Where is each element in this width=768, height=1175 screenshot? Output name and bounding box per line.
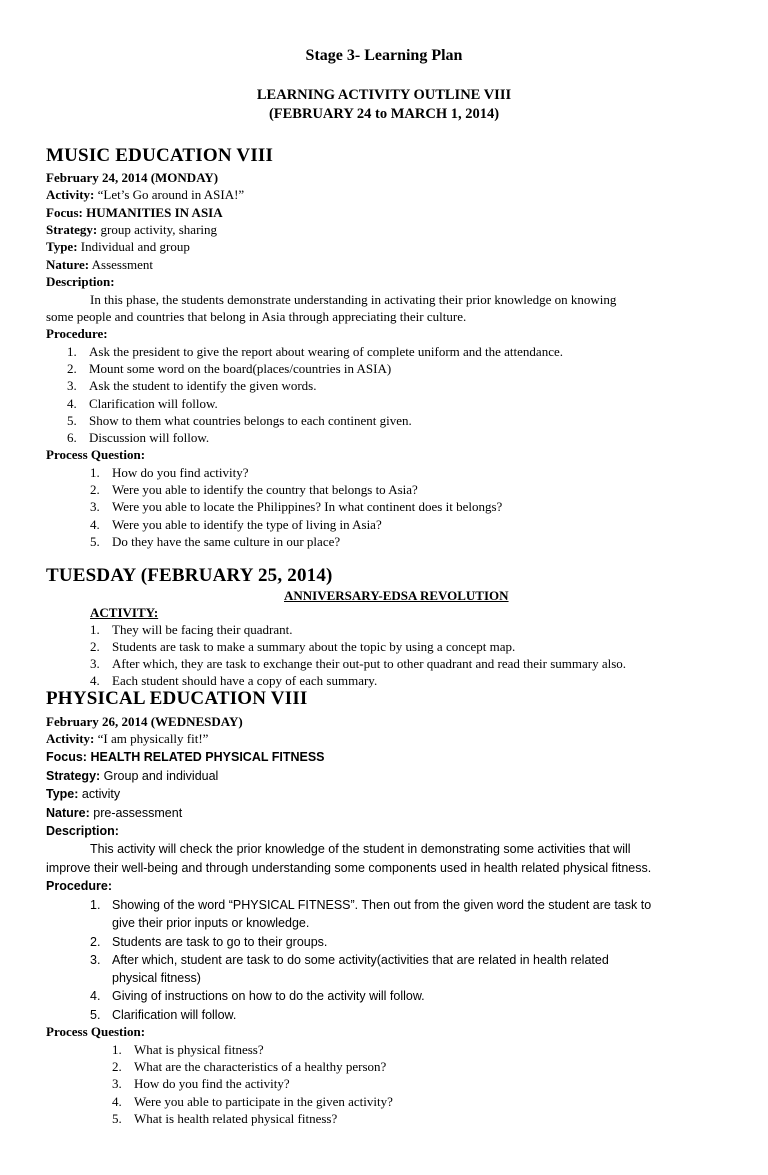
list-item: 2. Were you able to identify the country that belongs to Asia?: [90, 482, 418, 497]
music-type: [46, 239, 190, 255]
list-item: 6. Discussion will follow.: [67, 430, 210, 445]
music-focus: [46, 205, 223, 221]
pe-activity-value: “I am physically fit!”: [97, 731, 209, 746]
list-item: 1. They will be facing their quadrant.: [90, 622, 293, 637]
pe-activity: [46, 731, 208, 747]
list-item: 3. After which, they are task to exchange their out-put to other quadrant and read their summary also.: [90, 656, 627, 671]
list-item: 1. What is physical fitness?: [112, 1042, 264, 1057]
list-item: 3. How do you find the activity?: [112, 1076, 290, 1091]
tuesday-heading: TUESDAY (FEBRUARY 25, 2014): [46, 565, 333, 586]
list-item: 4. Giving of instructions on how to do the activity will follow.: [90, 989, 425, 1003]
list-item: 4. Clarification will follow.: [67, 396, 218, 411]
music-procedure-label: Procedure:: [46, 326, 108, 341]
list-item: 4. Were you able to participate in the given activity?: [112, 1094, 393, 1109]
pe-type-value: activity: [81, 787, 121, 801]
music-description-line-1: In this phase, the students demonstrate understanding in activating their prior knowledge on knowing: [90, 292, 617, 307]
pe-procedure-label: Procedure:: [46, 879, 112, 893]
list-item: 1. Ask the president to give the report about wearing of complete uniform and the attendance.: [67, 344, 563, 359]
list-item: 2. Students are task to make a summary about the topic by using a concept map.: [90, 639, 516, 654]
page-title: Stage 3- Learning Plan: [305, 47, 463, 64]
list-item: 1. How do you find activity?: [90, 465, 249, 480]
music-type-value: Individual and group: [80, 239, 190, 254]
list-item: 3. Were you able to locate the Philippines? In what continent does it belongs?: [90, 499, 503, 514]
pe-focus-value: HEALTH RELATED PHYSICAL FITNESS: [90, 750, 325, 764]
pe-focus-label: Focus:: [46, 750, 87, 764]
music-strategy-label: Strategy:: [46, 222, 98, 237]
list-item: 3. After which, student are task to do some activity(activities that are related in health related: [90, 953, 609, 967]
pe-description-line-1: This activity will check the prior knowledge of the student in demonstrating some activities that will: [90, 842, 631, 856]
list-item: 1. Showing of the word “PHYSICAL FITNESS”. Then out from the given word the student are task to: [90, 898, 652, 912]
outline-dates: (FEBRUARY 24 to MARCH 1, 2014): [268, 106, 500, 122]
music-focus-label: Focus:: [46, 205, 83, 220]
pe-strategy: [46, 768, 218, 784]
music-strategy: [46, 222, 217, 238]
list-item-continuation: physical fitness): [112, 971, 201, 985]
list-item: 3. Ask the student to identify the given words.: [67, 378, 317, 393]
list-item-continuation: give their prior inputs or knowledge.: [112, 916, 310, 930]
list-item: 2. Mount some word on the board(places/countries in ASIA): [67, 361, 392, 376]
music-strategy-value: group activity, sharing: [100, 222, 218, 237]
pe-nature-label: Nature:: [46, 806, 90, 820]
pe-heading: PHYSICAL EDUCATION VIII: [46, 688, 308, 709]
list-item: 5. What is health related physical fitness?: [112, 1111, 338, 1126]
music-activity-label: Activity:: [46, 187, 95, 202]
list-item: 5. Show to them what countries belongs to each continent given.: [67, 413, 412, 428]
music-date: February 24, 2014 (MONDAY): [46, 170, 219, 185]
list-item: 5. Clarification will follow.: [90, 1008, 237, 1022]
pe-focus: [46, 749, 325, 765]
list-item: 2. Students are task to go to their groups.: [90, 935, 328, 949]
pe-date: February 26, 2014 (WEDNESDAY): [46, 714, 243, 729]
tuesday-activity-label: ACTIVITY:: [90, 605, 159, 620]
music-type-label: Type:: [46, 239, 78, 254]
music-nature: [46, 257, 153, 273]
music-heading: MUSIC EDUCATION VIII: [46, 145, 274, 166]
pe-nature-value: pre-assessment: [93, 806, 183, 820]
music-nature-label: Nature:: [46, 257, 90, 272]
pe-description-label: Description:: [46, 824, 119, 838]
pe-description-line-2: improve their well-being and through understanding some components used in health related physical fitness.: [46, 861, 652, 875]
pe-questions-label: Process Question:: [46, 1024, 146, 1039]
tuesday-event: ANNIVERSARY-EDSA REVOLUTION: [284, 588, 509, 603]
music-focus-value: HUMANITIES IN ASIA: [86, 205, 223, 220]
pe-activity-label: Activity:: [46, 731, 95, 746]
music-nature-value: Assessment: [91, 257, 154, 272]
list-item: 5. Do they have the same culture in our place?: [90, 534, 341, 549]
pe-type: [46, 786, 120, 802]
music-activity: [46, 187, 244, 203]
list-item: 2. What are the characteristics of a healthy person?: [112, 1059, 387, 1074]
pe-type-label: Type:: [46, 787, 79, 801]
pe-strategy-value: Group and individual: [103, 769, 219, 783]
pe-nature: [46, 805, 182, 821]
music-description-line-2: some people and countries that belong in Asia through appreciating their culture.: [46, 309, 467, 324]
pe-strategy-label: Strategy:: [46, 769, 101, 783]
music-description-label: Description:: [46, 274, 115, 289]
music-questions-label: Process Question:: [46, 447, 146, 462]
outline-title: LEARNING ACTIVITY OUTLINE VIII: [256, 87, 512, 103]
list-item: 4. Were you able to identify the type of living in Asia?: [90, 517, 382, 532]
list-item: 4. Each student should have a copy of each summary.: [90, 673, 378, 688]
music-activity-value: “Let’s Go around in ASIA!”: [97, 187, 245, 202]
